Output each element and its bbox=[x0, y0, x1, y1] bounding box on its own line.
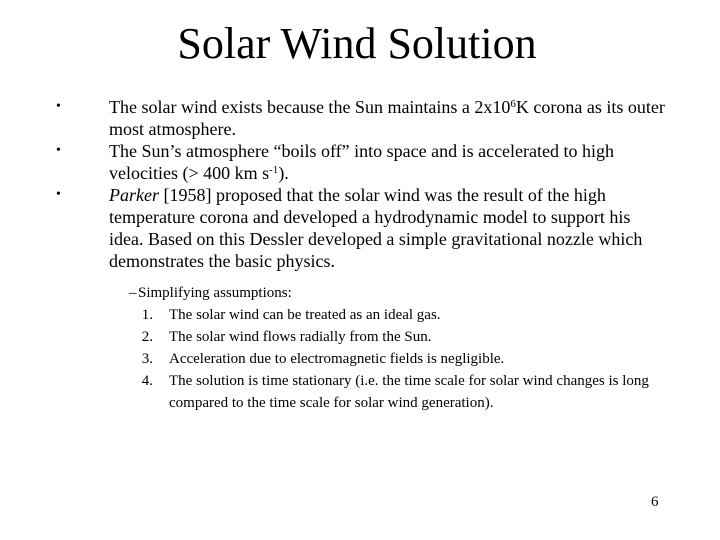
bullet-text bbox=[109, 184, 666, 272]
bullet-marker: • bbox=[56, 99, 61, 114]
list-item-text: The solution is time stationary (i.e. the time scale for solar wind changes is long compared to the time scale for solar wind generation). bbox=[169, 373, 649, 411]
slide-title: Solar Wind Solution bbox=[177, 19, 537, 68]
list-number: 1. bbox=[141, 307, 153, 323]
sub-bullet-label: Simplifying assumptions: bbox=[138, 285, 292, 301]
superscript: -1 bbox=[269, 164, 279, 176]
numbered-list bbox=[131, 304, 666, 414]
bullet-text-part: The solar wind exists because the Sun maintains a 2x10 bbox=[109, 97, 511, 117]
list-item-text: Acceleration due to electromagnetic fields is negligible. bbox=[169, 351, 505, 367]
page-number: 6 bbox=[651, 494, 659, 510]
bullet-text-part: ). bbox=[278, 163, 289, 183]
list-item bbox=[131, 348, 666, 370]
list-item bbox=[131, 370, 666, 414]
sub-section bbox=[56, 282, 666, 414]
sub-bullet-dash: – bbox=[129, 285, 137, 301]
list-number: 2. bbox=[141, 329, 153, 345]
bullet-marker: • bbox=[56, 187, 61, 202]
bullet-list bbox=[56, 96, 666, 414]
list-number: 3. bbox=[141, 351, 153, 367]
list-number: 4. bbox=[141, 373, 153, 389]
list-item bbox=[131, 304, 666, 326]
bullet-item bbox=[56, 184, 666, 272]
superscript: 6 bbox=[510, 98, 516, 110]
bullet-marker: • bbox=[56, 143, 61, 158]
list-item-text: The solar wind can be treated as an ideal gas. bbox=[169, 307, 441, 323]
bullet-text bbox=[109, 96, 666, 140]
list-item bbox=[131, 326, 666, 348]
bullet-text bbox=[109, 140, 666, 184]
list-item-text: The solar wind flows radially from the Sun. bbox=[169, 329, 432, 345]
author-name: Parker bbox=[109, 185, 159, 205]
bullet-text-part: K corona as its outer most atmosphere. bbox=[109, 97, 665, 139]
bullet-item bbox=[56, 96, 666, 140]
bullet-text-part: [1958] proposed that the solar wind was the result of the high temperature corona and developed a hydrodynamic model to support his idea. Based on this Dessler developed a simple gravitational nozzle which demonstrates the basic physics. bbox=[109, 185, 643, 271]
bullet-text-part: The Sun’s atmosphere “boils off” into space and is accelerated to high velocities (> 400 km s bbox=[109, 141, 615, 183]
bullet-item bbox=[56, 140, 666, 184]
